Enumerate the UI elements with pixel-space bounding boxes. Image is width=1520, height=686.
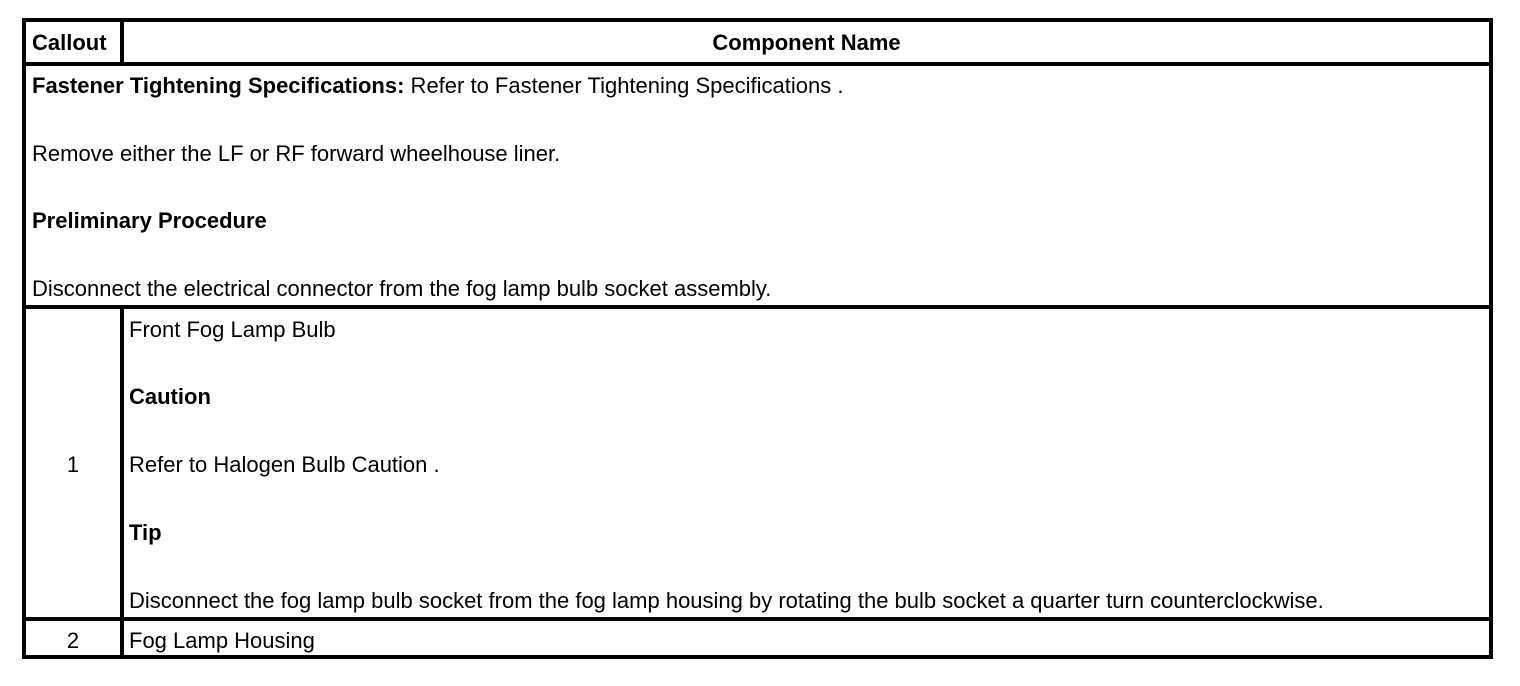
row1-tip-text: Disconnect the fog lamp bulb socket from the fog lamp housing by rotating the bulb socket a quarter turn counterclockwise.: [129, 588, 1324, 613]
preliminary-procedure-heading: Preliminary Procedure: [32, 208, 267, 233]
row2-name: Fog Lamp Housing: [129, 628, 315, 653]
procedure-table: [22, 18, 1493, 659]
header-component-name: Component Name: [712, 30, 901, 55]
remove-liner-text: Remove either the LF or RF forward wheelhouse liner.: [32, 141, 561, 166]
row1-tip-heading: Tip: [129, 520, 162, 545]
row1-divider: [26, 617, 1489, 621]
row2-column-divider: [120, 617, 124, 659]
row2-callout: 2: [66, 628, 80, 653]
header-divider: [26, 62, 1489, 66]
row1-column-divider: [120, 305, 124, 617]
row1-caution-text: Refer to Halogen Bulb Caution .: [129, 452, 440, 477]
header-callout: Callout: [32, 30, 107, 55]
row1-callout: 1: [66, 452, 80, 477]
row1-caution-heading: Caution: [129, 384, 211, 409]
general-divider: [26, 305, 1489, 309]
disconnect-connector-text: Disconnect the electrical connector from the fog lamp bulb socket assembly.: [32, 276, 772, 301]
row1-name: Front Fog Lamp Bulb: [129, 317, 336, 342]
fastener-spec-label: Fastener Tightening Specifications:: [32, 73, 405, 98]
fastener-spec-text: Refer to Fastener Tightening Specifications .: [404, 73, 844, 98]
fastener-spec-line: [32, 73, 843, 99]
